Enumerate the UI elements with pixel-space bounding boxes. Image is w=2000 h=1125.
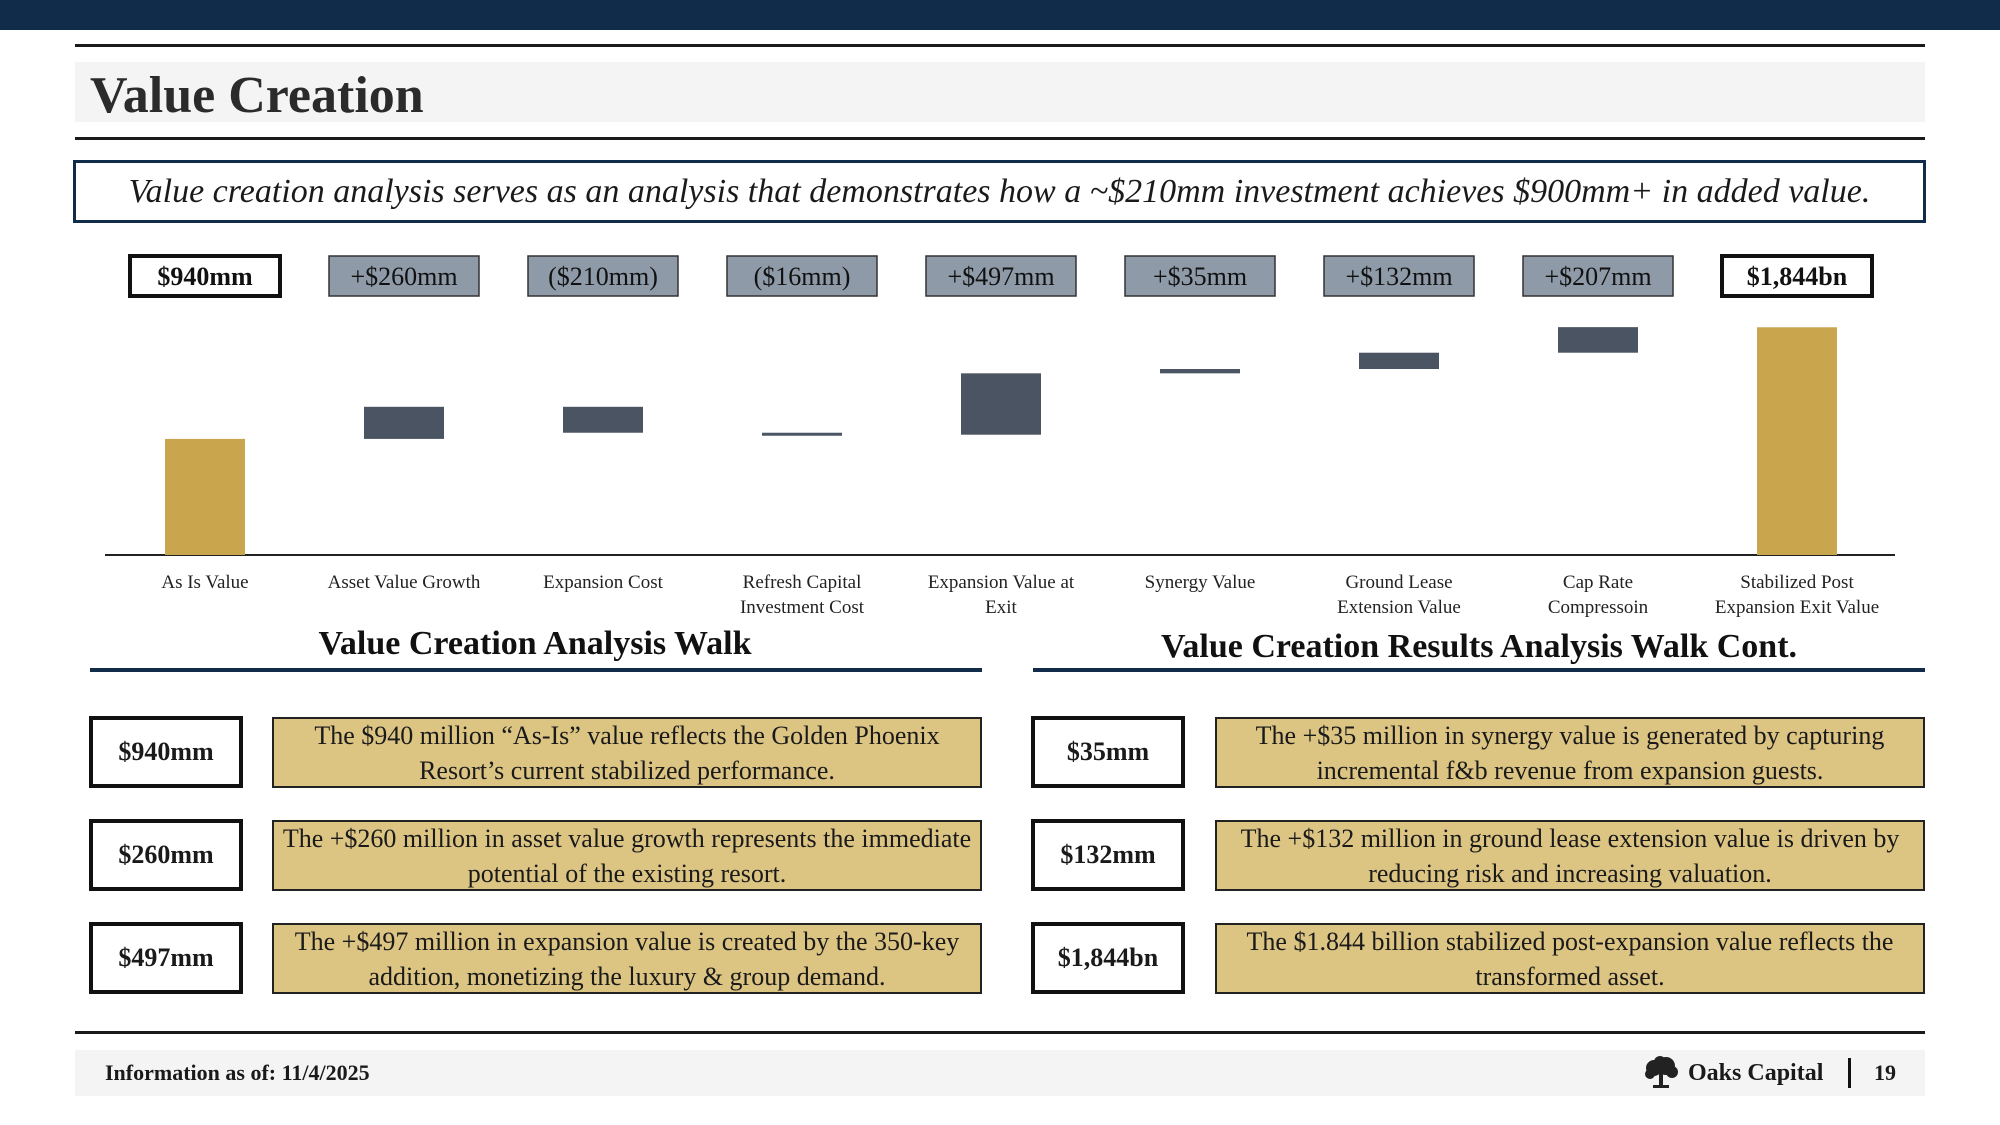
bar-2 <box>364 407 444 439</box>
oak-tree-icon <box>1642 1056 1680 1090</box>
right-description-box: The +$35 million in synergy value is generated by capturing incremental f&b revenue from expansion guests. <box>1215 717 1925 788</box>
x-tick-label: Asset Value Growth <box>327 572 481 593</box>
bar-9 <box>1757 327 1837 555</box>
x-tick-label: Expansion Cost <box>543 572 663 593</box>
x-tick-label: Expansion Value at Exit <box>927 572 1075 618</box>
right-description-box: The $1.844 billion stabilized post-expansion value reflects the transformed asset. <box>1215 923 1925 994</box>
right-section-rule <box>1033 668 1925 672</box>
data-label: +$132mm <box>1345 262 1453 291</box>
x-tick-label: Synergy Value <box>1144 572 1256 593</box>
left-value-box: $497mm <box>89 922 243 994</box>
title-bottom-rule <box>75 137 1925 140</box>
brand-name: Oaks Capital <box>1688 1059 1824 1086</box>
summary-callout <box>73 160 1926 223</box>
bar-6 <box>1160 369 1240 373</box>
info-date: Information as of: 11/4/2025 <box>105 1060 370 1085</box>
left-description-box: The +$497 million in expansion value is created by the 350-key addition, monetizing the luxury & group demand. <box>272 923 982 994</box>
right-value-box: $1,844bn <box>1031 922 1185 994</box>
data-label: $940mm <box>157 262 253 291</box>
bar-4 <box>762 433 842 436</box>
right-value-box: $35mm <box>1031 716 1185 788</box>
title-top-rule <box>75 44 1925 47</box>
data-label: $1,844bn <box>1746 262 1848 291</box>
page-title: Value Creation <box>90 67 424 124</box>
x-tick-label: Ground Lease Extension Value <box>1337 572 1461 618</box>
right-section-title: Value Creation Results Analysis Walk Cont. <box>1160 628 1798 665</box>
x-tick-label: Refresh Capital Investment Cost <box>739 572 865 618</box>
x-tick-label: Stabilized Post Expansion Exit Value <box>1714 572 1880 618</box>
top-banner <box>0 0 2000 30</box>
data-label: ($16mm) <box>753 262 851 291</box>
x-tick-label: Cap Rate Compressoin <box>1547 572 1649 618</box>
left-section-title: Value Creation Analysis Walk <box>318 625 752 662</box>
bar-1 <box>165 439 245 555</box>
left-description-box: The +$260 million in asset value growth represents the immediate potential of the existing resort. <box>272 820 982 891</box>
data-label: ($210mm) <box>548 262 658 291</box>
data-label: +$260mm <box>350 262 458 291</box>
bar-8 <box>1558 327 1638 353</box>
footer-rule <box>75 1031 1925 1034</box>
summary-callout-text: Value creation analysis serves as an analysis that demonstrates how a ~$210mm investment achieves $900mm+ in added value. <box>128 172 1871 210</box>
data-label: +$497mm <box>947 262 1055 291</box>
brand <box>1642 1056 1823 1090</box>
data-label: +$207mm <box>1544 262 1652 291</box>
right-value-box: $132mm <box>1031 819 1185 891</box>
page-number: 19 <box>1874 1060 1896 1085</box>
bar-5 <box>961 373 1041 434</box>
data-label: +$35mm <box>1152 262 1248 291</box>
x-tick-label: As Is Value <box>161 572 249 593</box>
footer-separator <box>1848 1058 1851 1088</box>
bar-3 <box>563 407 643 433</box>
waterfall-chart <box>0 240 2000 625</box>
bar-7 <box>1359 353 1439 369</box>
left-value-box: $260mm <box>89 819 243 891</box>
right-description-box: The +$132 million in ground lease extension value is driven by reducing risk and increasing valuation. <box>1215 820 1925 891</box>
left-description-box: The $940 million “As-Is” value reflects the Golden Phoenix Resort’s current stabilized performance. <box>272 717 982 788</box>
left-value-box: $940mm <box>89 716 243 788</box>
left-section-rule <box>90 668 982 672</box>
